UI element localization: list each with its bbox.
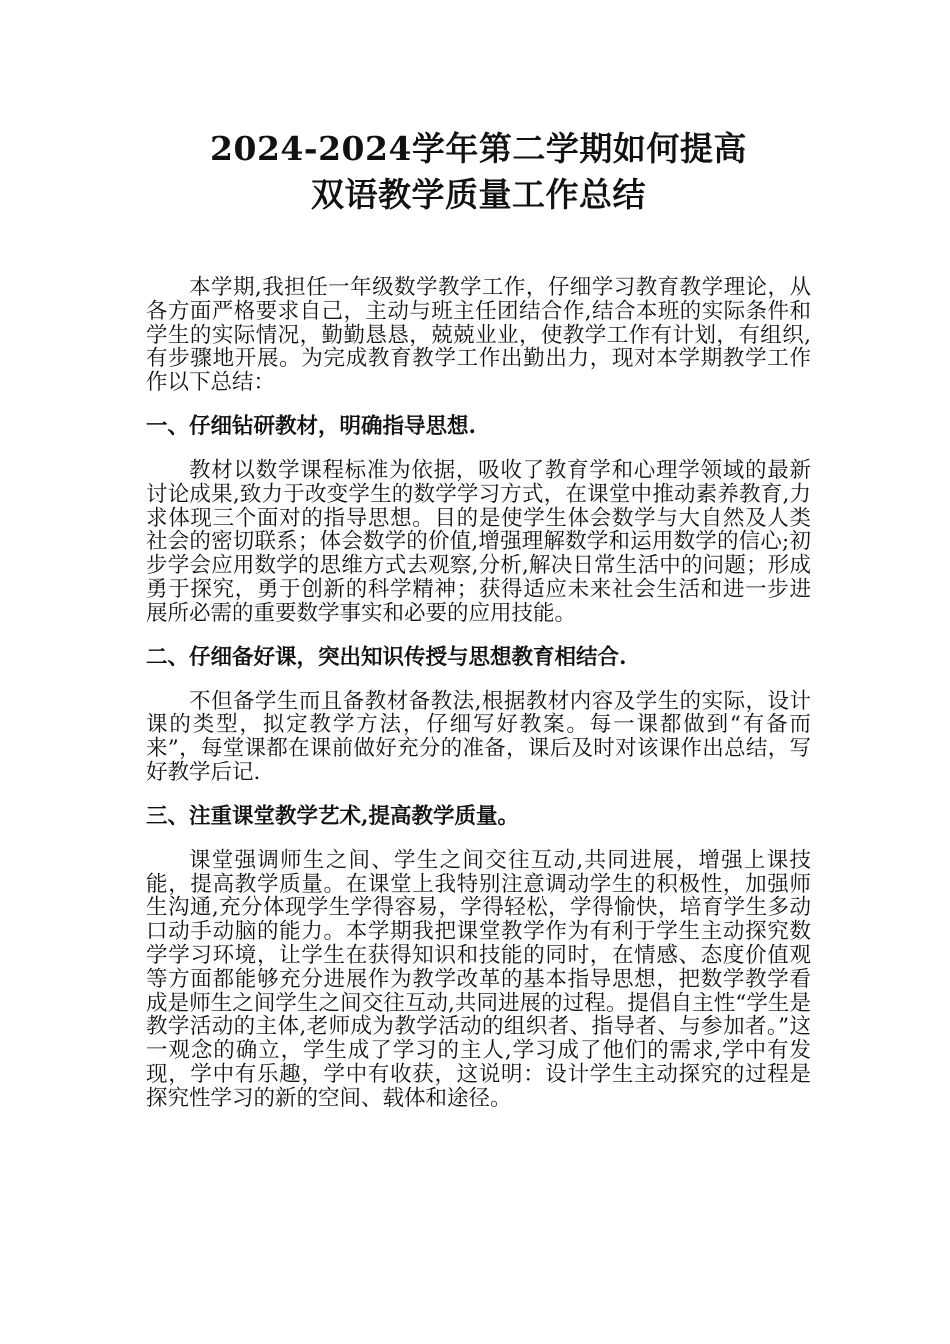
section-heading-3: 三、注重课堂教学艺术,提高教学质量。 [146,803,519,829]
document-title [146,126,811,218]
section-heading-1: 一、仔细钻研教材，明确指导思想. [146,413,476,439]
title-line-2: 双语教学质量工作总结 [311,175,646,214]
section-heading-2: 二、仔细备好课，突出知识传授与思想教育相结合. [146,644,627,670]
document-page [146,126,811,1111]
title-line-1: 2024-2024学年第二学期如何提高 [210,129,747,168]
section-body-1: 教材以数学课程标准为依据，吸收了教育学和心理学领域的最新讨论成果,致力于改变学生的数学学习方式，在课堂中推动素养教育,力求体现三个面对的指导思想。目的是使学生体会数学与大自然及人类社会的密切联系；体会数学的价值,增强理解数学和运用数学的信心;初步学会应用数学的思维方式去观察,分析,解决日常生活中的问题；形成勇于探究，勇于创新的科学精神；获得适应未来社会生活和进一步进展所必需的重要数学事实和必要的应用技能。 [146,457,811,626]
section-body-3: 课堂强调师生之间、学生之间交往互动,共同进展，增强上课技能，提高教学质量。在课堂上我特别注意调动学生的积极性，加强师生沟通,充分体现学生学得容易，学得轻松，学得愉快，培育学生多动口动手动脑的能力。本学期我把课堂教学作为有利于学生主动探究数学学习环境，让学生在获得知识和技能的同时，在情感、态度价值观等方面都能够充分进展作为教学改革的基本指导思想，把数学教学看成是师生之间学生之间交往互动,共同进展的过程。提倡自主性“学生是教学活动的主体,老师成为教学活动的组织者、指导者、与参加者。”这一观念的确立，学生成了学习的主人,学习成了他们的需求,学中有发现，学中有乐趣，学中有收获，这说明：设计学生主动探究的过程是探究性学习的新的空间、载体和途径。 [146,847,811,1111]
intro-paragraph: 本学期,我担任一年级数学教学工作，仔细学习教育教学理论，从各方面严格要求自己，主动与班主任团结合作,结合本班的实际条件和学生的实际情况，勤勤恳恳，兢兢业业，使教学工作有计划，有组织,有步骤地开展。为完成教育教学工作出勤出力，现对本学期教学工作作以下总结： [146,275,811,396]
section-body-2: 不但备学生而且备教材备教法,根据教材内容及学生的实际，设计课的类型，拟定教学方法，仔细写好教案。每一课都做到“有备而来”，每堂课都在课前做好充分的准备，课后及时对该课作出总结，写好教学后记. [146,688,811,785]
